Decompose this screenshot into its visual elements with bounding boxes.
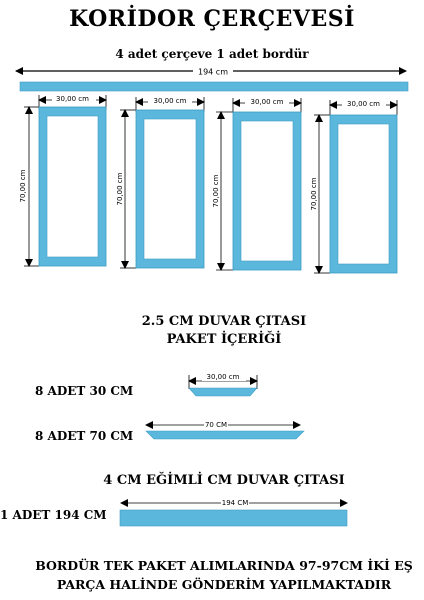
moulding-30-dim: 30,00 cm [206,373,240,381]
frame-height-label: 70,00 cm [19,169,27,203]
moulding-heading-line1: 2.5 CM DUVAR ÇITASI [141,314,307,329]
frame-height-label: 70,00 cm [310,177,318,211]
frame-3 [212,96,301,270]
border-width-label: 194 cm [197,67,229,77]
moulding-30cm-piece [189,371,257,396]
angled-moulding-piece [120,497,347,526]
moulding-70cm-piece [146,419,304,439]
frame-height-label: 70,00 cm [212,174,220,208]
frame-1 [19,93,106,266]
angled-moulding-heading: 4 CM EĞİMLİ CM DUVAR ÇITASI [103,473,345,488]
footer-note-line2: PARÇA HALİNDE GÖNDERİM YAPILMAKTADIR [56,577,392,592]
frame-width-label: 30,00 cm [153,97,187,105]
border-strip [20,82,408,91]
moulding-70-label: 8 ADET 70 CM [35,429,134,443]
frame-width-label: 30,00 cm [347,100,380,108]
border-width-dimension [16,66,406,77]
frame-width-label: 30,00 cm [56,95,89,103]
subtitle: 4 adet çerçeve 1 adet bordür [115,47,309,61]
frame-2 [116,95,204,268]
frame-4 [310,98,397,273]
frame-width-label: 30,00 cm [250,98,284,106]
page-title: KORİDOR ÇERÇEVESİ [69,6,355,32]
angled-moulding-label: 1 ADET 194 CM [0,508,107,522]
moulding-heading-line2: PAKET İÇERİĞİ [166,332,282,347]
moulding-30-label: 8 ADET 30 CM [35,384,134,398]
footer-note-line1: BORDÜR TEK PAKET ALIMLARINDA 97-97CM İKİ EŞ [35,558,413,573]
angled-moulding-dim: 194 CM [221,499,249,507]
frame-height-label: 70,00 cm [116,172,124,206]
moulding-70-dim: 70 CM [204,421,228,429]
